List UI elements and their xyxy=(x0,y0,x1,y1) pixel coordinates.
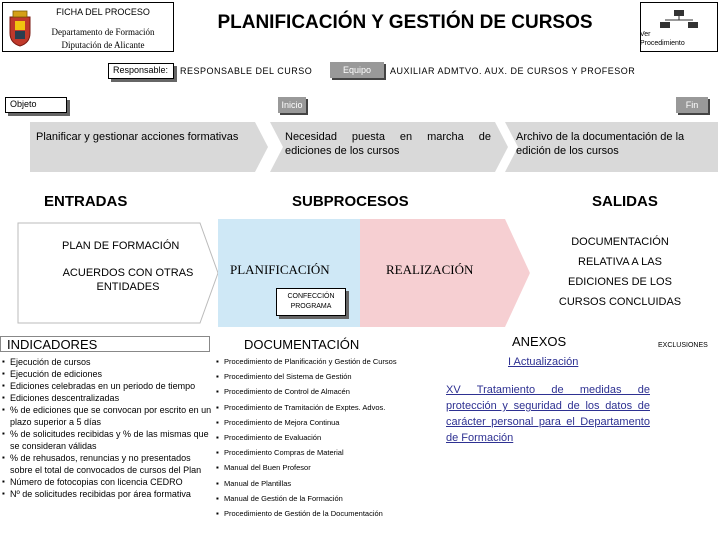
list-item: ▪ % de solicitudes recibidas y % de las mismas que se consideran válidas xyxy=(2,428,212,452)
actualizacion-link[interactable]: I Actualización xyxy=(508,356,579,368)
doc-link[interactable]: ▪ Procedimiento del Sistema de Gestión xyxy=(216,369,441,384)
responsable-label: Responsable: xyxy=(108,63,174,79)
documentacion-title: DOCUMENTACIÓN xyxy=(244,337,360,352)
department-name: Departamento de Formación xyxy=(51,27,155,37)
coat-of-arms-icon xyxy=(7,9,33,47)
doc-link[interactable]: ▪ Manual de Gestión de la Formación xyxy=(216,491,441,506)
list-item: ▪ Ejecución de ediciones xyxy=(2,368,212,380)
list-item: ▪ Nº de solicitudes recibidas por área formativa xyxy=(2,488,212,500)
fin-label: Fin xyxy=(676,97,708,113)
salidas-line-3: EDICIONES DE LOS xyxy=(568,276,672,288)
organization-name: Diputación de Alicante xyxy=(61,40,145,50)
salidas-line-4: CURSOS CONCLUIDAS xyxy=(558,296,682,308)
salidas-line-2: RELATIVA A LAS xyxy=(578,256,662,268)
entradas-title: ENTRADAS xyxy=(44,193,128,210)
entrada-plan-formacion: PLAN DE FORMACIÓN xyxy=(62,240,180,252)
inicio-label: Inicio xyxy=(278,97,306,113)
doc-link[interactable]: ▪ Procedimiento de Tramitación de Exptes. Advos. xyxy=(216,400,441,415)
fin-text: Archivo de la documentación de la edición de los cursos xyxy=(516,131,685,157)
doc-link[interactable]: ▪ Procedimiento de Planificación y Gestión de Cursos xyxy=(216,354,441,369)
subprocesos-title: SUBPROCESOS xyxy=(292,193,409,210)
responsable-value: RESPONSABLE DEL CURSO xyxy=(180,66,313,76)
list-item: ▪ Ediciones descentralizadas xyxy=(2,392,212,404)
list-item: ▪ Ejecución de cursos xyxy=(2,356,212,368)
objeto-text: Planificar y gestionar acciones formativas xyxy=(36,131,239,143)
indicadores-list xyxy=(2,356,212,500)
page-title: PLANIFICACIÓN Y GESTIÓN DE CURSOS xyxy=(217,12,593,33)
doc-link[interactable]: ▪ Manual del Buen Profesor xyxy=(216,460,441,475)
doc-link[interactable]: ▪ Manual de Plantillas xyxy=(216,476,441,491)
equipo-value: AUXILIAR ADMTVO. AUX. DE CURSOS Y PROFESOR xyxy=(390,66,636,76)
list-item: ▪ % de rehusados, renuncias y no presentados sobre el total de convocados de cursos del Plan xyxy=(2,452,212,476)
salidas-text xyxy=(530,232,710,312)
procedimiento-label: Procedimiento xyxy=(640,40,685,47)
objeto-label: Objeto xyxy=(5,97,67,113)
documentacion-list xyxy=(216,354,441,521)
indicadores-title: INDICADORES xyxy=(0,336,210,352)
doc-link[interactable]: ▪ Procedimiento de Evaluación xyxy=(216,430,441,445)
list-item: ▪ % de ediciones que se convocan por escrito en un plazo superior a 5 días xyxy=(2,404,212,428)
subproceso-planificacion[interactable]: PLANIFICACIÓN xyxy=(230,262,330,277)
doc-link[interactable]: ▪ Procedimiento Compras de Material xyxy=(216,445,441,460)
salidas-line-1: DOCUMENTACIÓN xyxy=(571,236,669,248)
doc-link[interactable]: ▪ Procedimiento de Mejora Continua xyxy=(216,415,441,430)
list-item: ▪ Ediciones celebradas en un periodo de tiempo xyxy=(2,380,212,392)
ver-label: Ver xyxy=(640,31,651,38)
anexo-xv-link[interactable]: XV Tratamiento de medidas de protección y seguridad de los datos de carácter personal para el Departamento de Formación xyxy=(446,384,650,444)
entrada-acuerdos: ACUERDOS CON OTRAS ENTIDADES xyxy=(62,267,194,293)
confeccion-programa-button[interactable]: CONFECCIÓN PROGRAMA xyxy=(276,288,346,316)
doc-link[interactable]: ▪ Procedimiento de Control de Almacén xyxy=(216,384,441,399)
exclusiones-label: EXCLUSIONES xyxy=(658,342,708,349)
doc-link[interactable]: ▪ Procedimiento de Gestión de la Documentación xyxy=(216,506,441,521)
anexos-title: ANEXOS xyxy=(512,334,567,349)
inicio-text: Necesidad puesta en marcha de ediciones de los cursos xyxy=(285,131,491,157)
equipo-label: Equipo xyxy=(330,62,384,78)
header-box xyxy=(2,2,174,52)
list-item: ▪ Número de fotocopias con licencia CEDRO xyxy=(2,476,212,488)
subproceso-realizacion[interactable]: REALIZACIÓN xyxy=(386,262,474,277)
salidas-title: SALIDAS xyxy=(592,193,658,210)
ficha-label: FICHA DEL PROCESO xyxy=(56,7,150,17)
ver-procedimiento-button[interactable] xyxy=(640,2,718,52)
flowchart-icon xyxy=(657,9,701,31)
